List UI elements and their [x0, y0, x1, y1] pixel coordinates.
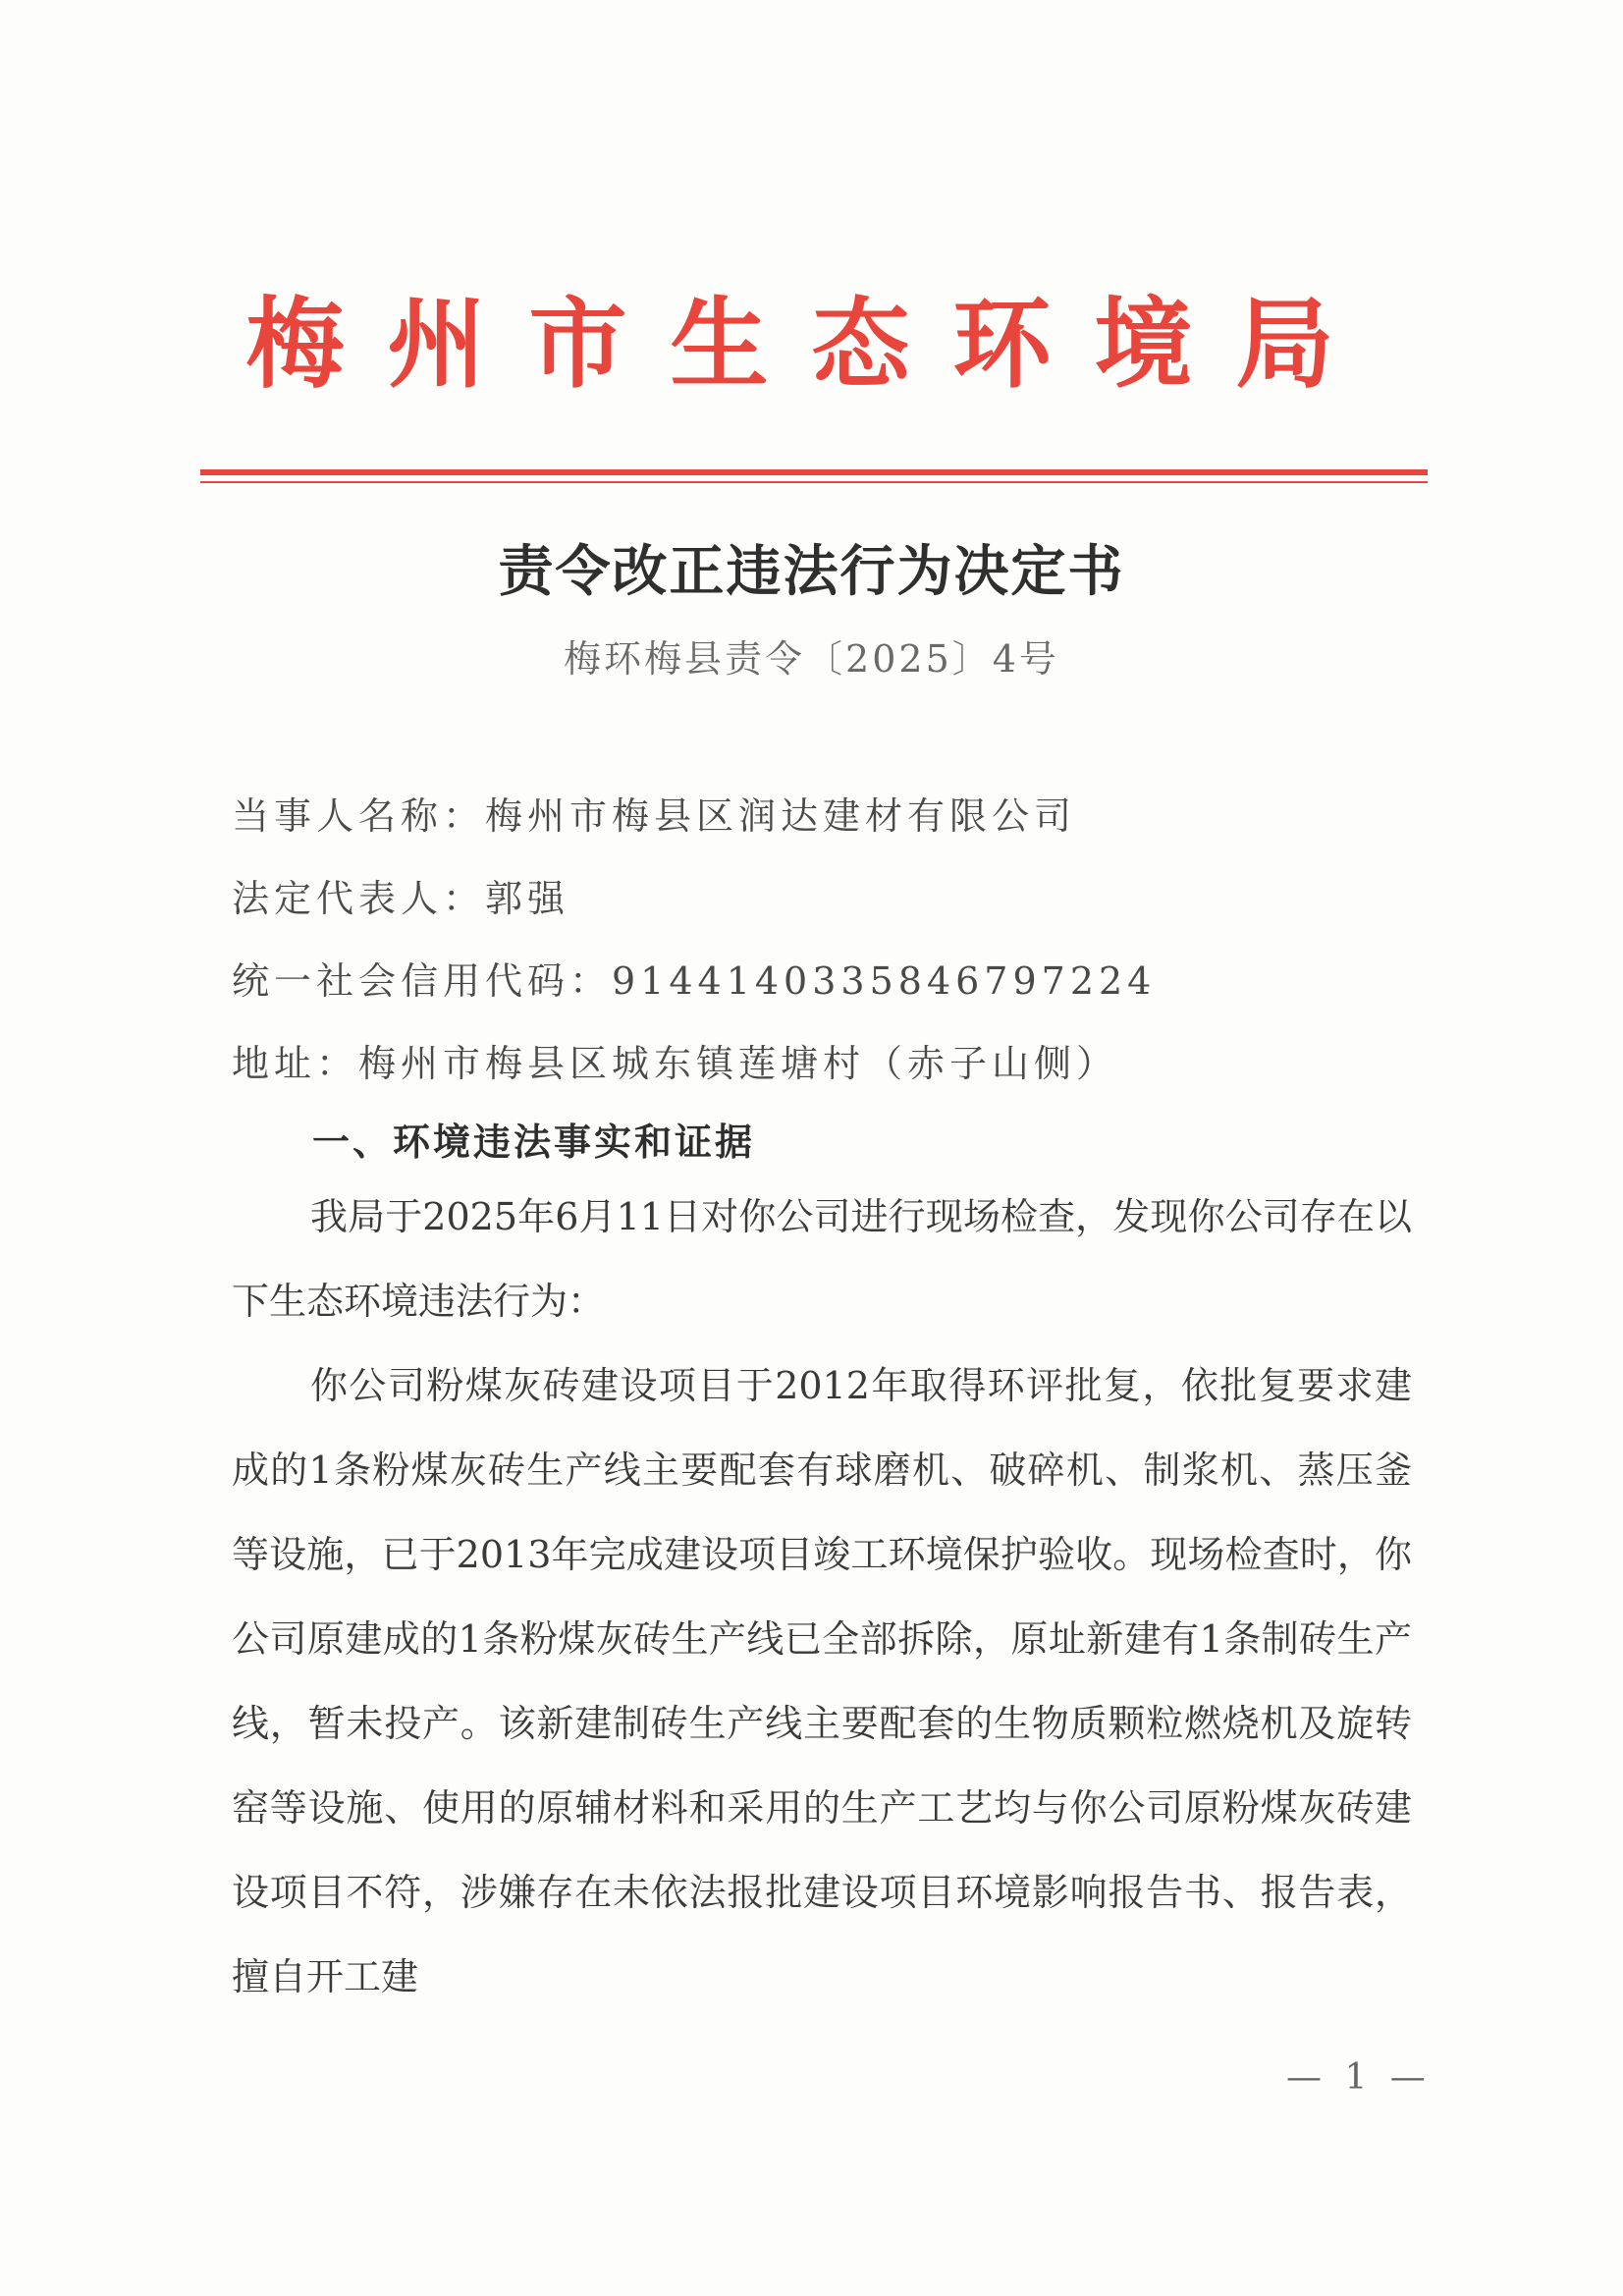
legal-representative-field: 法定代表人：郭强	[232, 877, 570, 920]
section-heading-violations: 一、环境违法事实和证据	[312, 1121, 756, 1164]
letterhead-red-rule-thin	[200, 481, 1428, 483]
letterhead-title: 梅州市生态环境局	[245, 286, 1378, 402]
document-number: 梅环梅县责令〔2025〕4号	[564, 637, 1059, 681]
party-name-field: 当事人名称：梅州市梅县区润达建材有限公司	[232, 794, 1077, 838]
address-field: 地址：梅州市梅县区城东镇莲塘村（赤子山侧）	[232, 1042, 1119, 1085]
credit-code-field: 统一社会信用代码：91441403358467972​24	[232, 959, 1157, 1003]
paragraph-inspection: 我局于2025年6月11日对你公司进行现场检查，发现你公司存在以下生态环境违法行为：	[232, 1195, 1412, 1323]
letterhead-red-rule	[200, 469, 1428, 475]
paragraph-violation-details: 你公司粉煤灰砖建设项目于2012年取得环评批复，依批复要求建成的1条粉煤灰砖生产线主要配套有球磨机、破碎机、制浆机、蒸压釜等设施，已于2013年完成建设项目竣工环境保护验收。现场检查时，你公司原建成的1条粉煤灰砖生产线已全部拆除，原址新建有1条制砖生产线，暂未投产。该新建制砖生产线主要配套的生物质颗粒燃烧机及旋转窑等设施、使用的原辅材料和采用的生产工艺均与你公司原粉煤灰砖建设项目不符，涉嫌存在未依法报批建设项目环境影响报告书、报告表，擅自开工建	[232, 1364, 1412, 1998]
document-title: 责令改正违法行为决定书	[498, 539, 1125, 604]
page-number: — 1 —	[1286, 2057, 1432, 2098]
